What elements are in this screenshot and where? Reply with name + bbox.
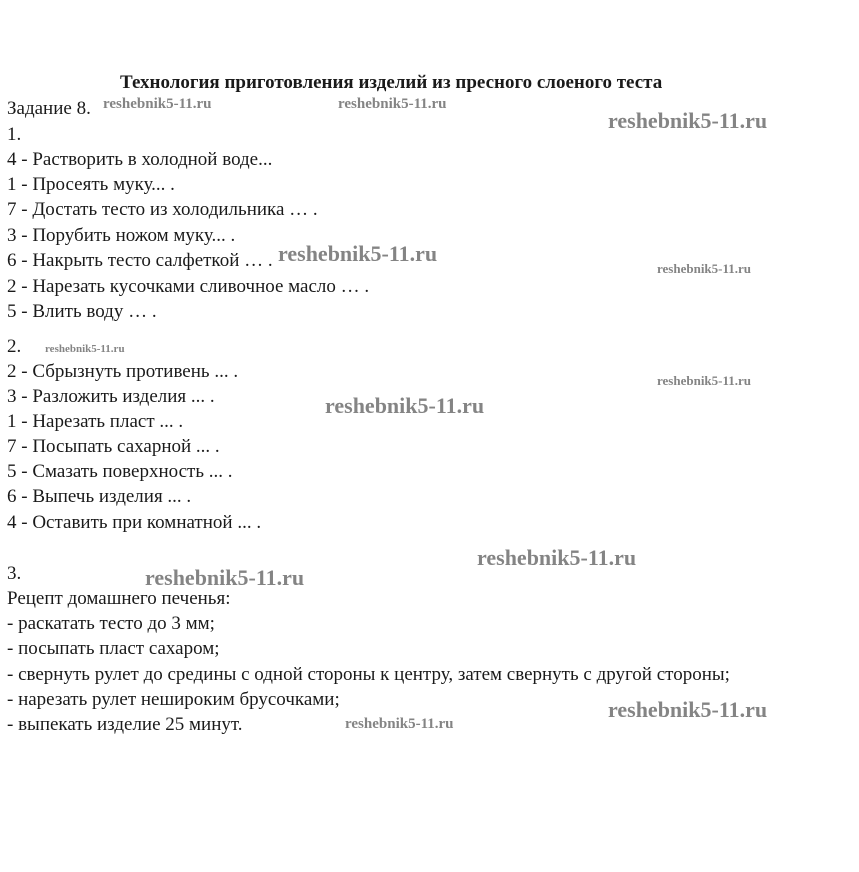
recipe-title: Рецепт домашнего печенья: [7, 588, 231, 609]
section-2-step: 1 - Нарезать пласт ... . [7, 411, 184, 432]
watermark: reshebnik5-11.ru [345, 716, 454, 732]
watermark: reshebnik5-11.ru [608, 697, 768, 722]
section-1-step: 6 - Накрыть тесто салфеткой … . [7, 250, 273, 271]
watermark: reshebnik5-11.ru [657, 373, 752, 388]
section-1-step: 5 - Влить воду … . [7, 301, 157, 322]
watermark: reshebnik5-11.ru [477, 545, 637, 570]
section-1-step: 1 - Просеять муку... . [7, 174, 175, 195]
task-label: Задание 8. [7, 98, 91, 119]
section-2-step: 6 - Выпечь изделия ... . [7, 486, 192, 507]
section-1-step: 4 - Растворить в холодной воде... [7, 149, 273, 170]
section-3-step: - выпекать изделие 25 минут. [7, 714, 243, 735]
section-1-number: 1. [7, 124, 22, 145]
section-1-step: 2 - Нарезать кусочками сливочное масло … . [7, 276, 370, 297]
section-2-step: 7 - Посыпать сахарной ... . [7, 436, 220, 457]
watermark: reshebnik5-11.ru [45, 343, 125, 355]
section-3-number: 3. [7, 563, 22, 584]
watermark: reshebnik5-11.ru [325, 393, 485, 418]
section-2-step: 4 - Оставить при комнатной ... . [7, 512, 262, 533]
section-3-step: - нарезать рулет нешироким брусочками; [7, 689, 340, 710]
page-title: Технология приготовления изделий из пресного слоеного теста [120, 72, 663, 93]
watermark: reshebnik5-11.ru [278, 241, 438, 266]
section-2-step: 2 - Сбрызнуть противень ... . [7, 361, 239, 382]
section-2-step: 5 - Смазать поверхность ... . [7, 461, 233, 482]
watermark: reshebnik5-11.ru [145, 565, 305, 590]
section-3-step: - посыпать пласт сахаром; [7, 638, 220, 659]
section-3-step: - раскатать тесто до 3 мм; [7, 613, 215, 634]
watermark: reshebnik5-11.ru [657, 261, 752, 276]
watermark: reshebnik5-11.ru [338, 96, 447, 112]
watermark: reshebnik5-11.ru [103, 96, 212, 112]
section-2-number: 2. [7, 336, 22, 357]
section-2-step: 3 - Разложить изделия ... . [7, 386, 215, 407]
section-3-step: - свернуть рулет до средины с одной стороны к центру, затем свернуть с другой стороны; [7, 664, 730, 685]
section-1-step: 3 - Порубить ножом муку... . [7, 225, 236, 246]
watermark: reshebnik5-11.ru [608, 108, 768, 133]
section-1-step: 7 - Достать тесто из холодильника … . [7, 199, 318, 220]
